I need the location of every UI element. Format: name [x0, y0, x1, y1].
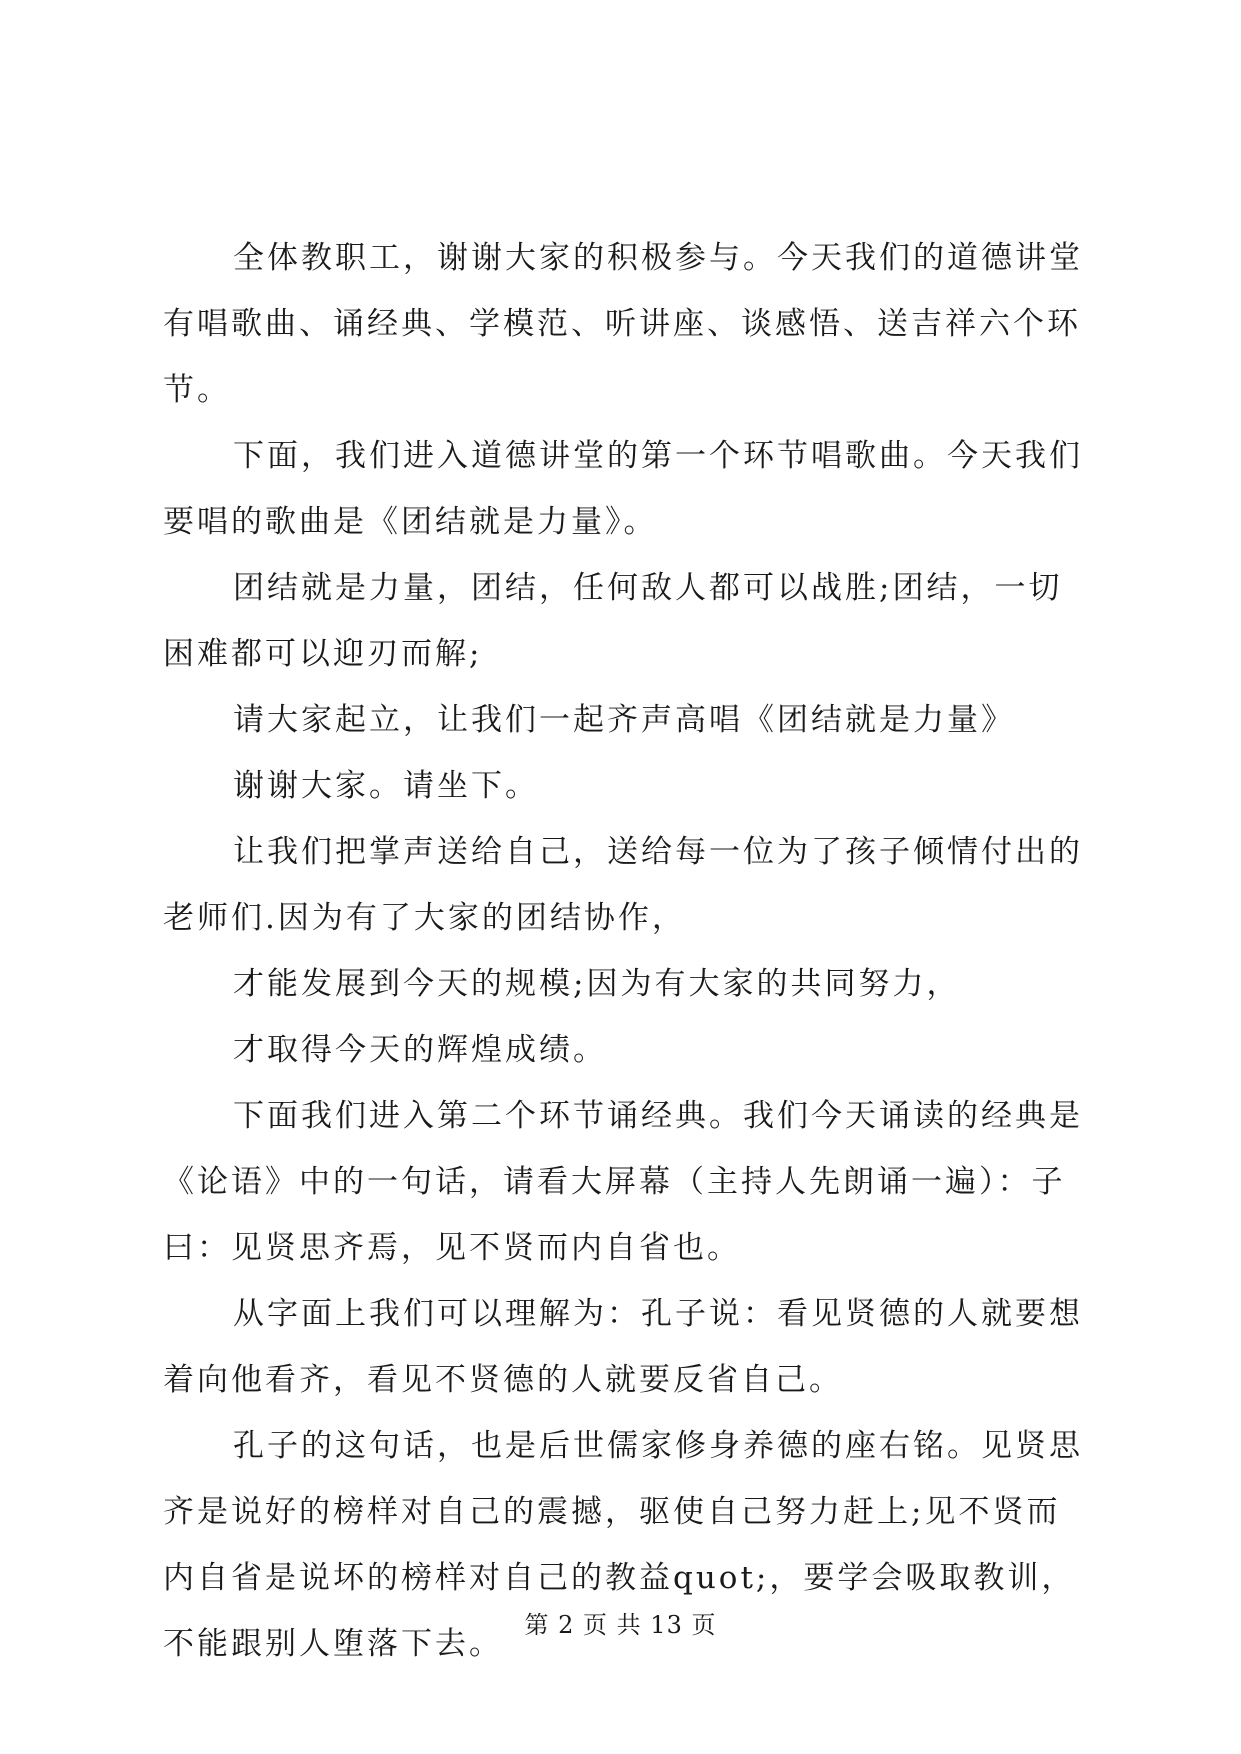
- document-body: [163, 225, 1093, 1677]
- paragraph: 全体教职工，谢谢大家的积极参与。今天我们的道德讲堂有唱歌曲、诵经典、学模范、听讲座、谈感悟、送吉祥六个环节。: [163, 240, 1083, 408]
- paragraph: 孔子的这句话，也是后世儒家修身养德的座右铭。见贤思齐是说好的榜样对自己的震撼，驱使自己努力赶上;见不贤而内自省是说坏的榜样对自己的教益quot;，要学会吸取教训，不能跟别人堕落下去。: [163, 1428, 1083, 1662]
- page-number-footer: 第 2 页 共 13 页: [524, 1611, 717, 1639]
- paragraph: 请大家起立，让我们一起齐声高唱《团结就是力量》: [233, 702, 1015, 738]
- paragraph: 从字面上我们可以理解为：孔子说：看见贤德的人就要想着向他看齐，看见不贤德的人就要反省自己。: [163, 1296, 1083, 1398]
- paragraph: 让我们把掌声送给自己，送给每一位为了孩子倾情付出的老师们.因为有了大家的团结协作，: [163, 834, 1083, 936]
- paragraph: 下面，我们进入道德讲堂的第一个环节唱歌曲。今天我们要唱的歌曲是《团结就是力量》。: [163, 438, 1083, 540]
- paragraph: 团结就是力量，团结，任何敌人都可以战胜;团结，一切困难都可以迎刃而解;: [163, 570, 1063, 672]
- paragraph: 谢谢大家。请坐下。: [233, 768, 539, 804]
- paragraph: 下面我们进入第二个环节诵经典。我们今天诵读的经典是《论语》中的一句话，请看大屏幕（主持人先朗诵一遍）：子曰：见贤思齐焉，见不贤而内自省也。: [163, 1098, 1083, 1266]
- paragraph: 才能发展到今天的规模;因为有大家的共同努力，: [233, 966, 961, 1002]
- paragraph: 才取得今天的辉煌成绩。: [233, 1032, 607, 1068]
